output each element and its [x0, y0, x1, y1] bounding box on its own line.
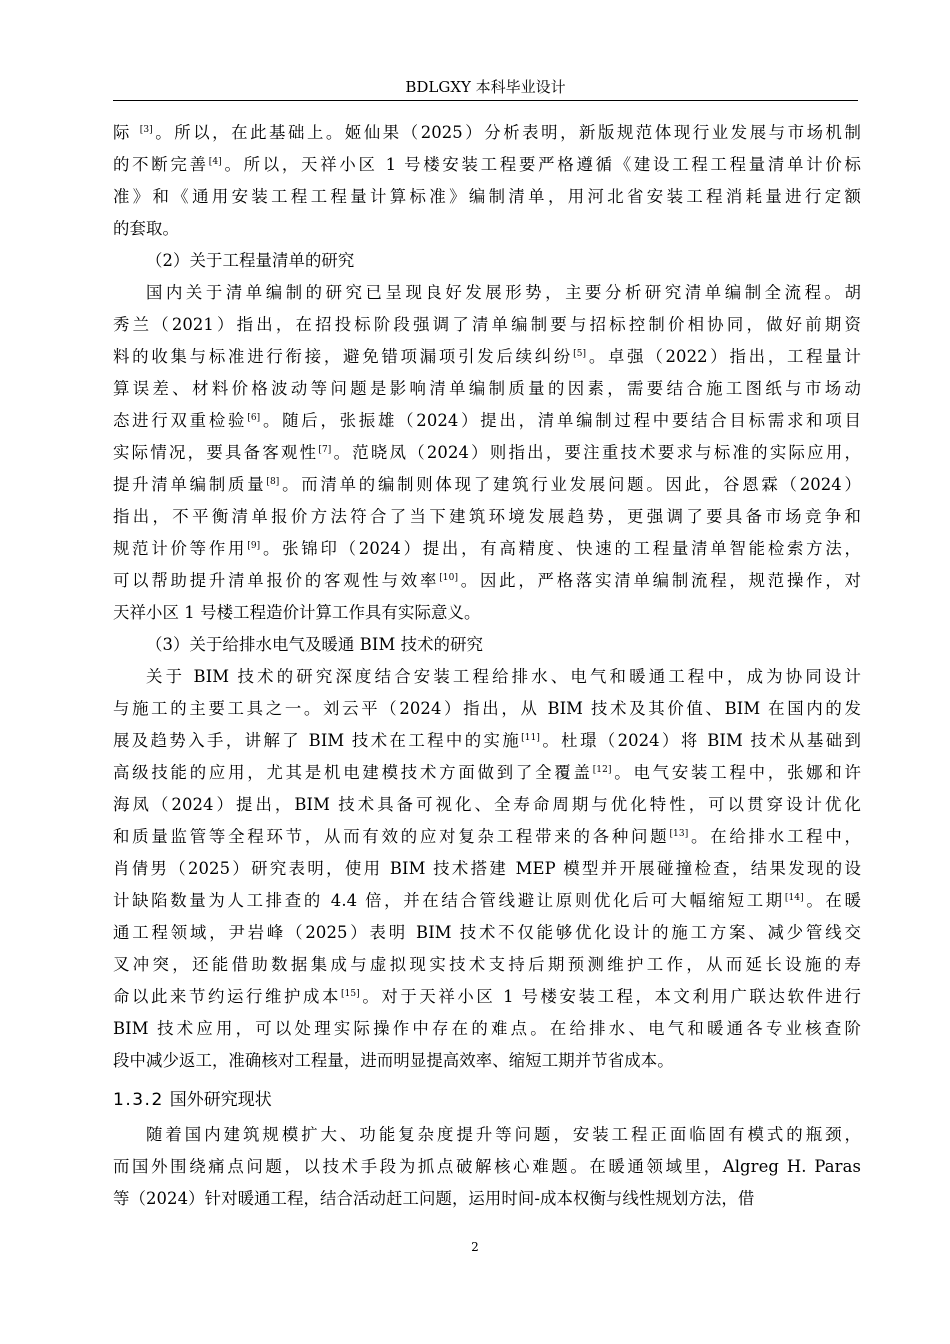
citation-marker: [14]	[784, 893, 804, 903]
text-line	[113, 853, 861, 885]
text-run: 。对于天祥小区 1 号楼安装工程，本文利用广联达软件进行	[359, 987, 861, 1006]
paragraph-bim-technology	[113, 661, 861, 1077]
text-run: 态进行双重检验	[113, 411, 248, 430]
text-run: 的套取。	[113, 219, 179, 238]
section-heading	[113, 1083, 861, 1117]
text-line	[113, 949, 861, 981]
text-run: 关于 BIM 技术的研究深度结合安装工程给排水、电气和暖通工程中，成为协同设计	[146, 667, 861, 686]
text-run: 。而清单的编制则体现了建筑行业发展问题。因此，谷恩霖（2024）	[279, 475, 861, 494]
text-run: 。电气安装工程中，张娜和许	[611, 763, 861, 782]
text-line	[113, 693, 861, 725]
text-run: 实际情况，要具备客观性	[113, 443, 319, 462]
running-header: BDLGXY 本科毕业设计	[405, 78, 566, 96]
text-run: 随着国内建筑规模扩大、功能复杂度提升等问题，安装工程正面临固有模式的瓶颈，	[146, 1125, 861, 1144]
citation-marker: [8]	[266, 477, 280, 487]
text-line	[113, 1151, 861, 1183]
text-line	[113, 469, 861, 501]
text-line	[113, 117, 861, 149]
text-run: 指出，不平衡清单报价方法符合了当下建筑环境发展趋势，更强调了要具备市场竞争和	[113, 507, 861, 526]
paragraph-bill-of-quantities	[113, 277, 861, 629]
citation-marker: [4]	[208, 157, 222, 167]
text-run: 提升清单编制质量	[113, 475, 267, 494]
text-run: 与施工的主要工具之一。刘云平（2024）指出，从 BIM 技术及其价值、BIM 在国内的发	[113, 699, 861, 718]
text-run: 段中减少返工，准确核对工程量，进而明显提高效率、缩短工期并节省成本。	[113, 1051, 674, 1070]
citation-marker: [9]	[247, 541, 261, 551]
text-line	[113, 181, 861, 213]
text-line	[113, 437, 861, 469]
text-line	[113, 725, 861, 757]
text-run: BIM 技术应用，可以处理实际操作中存在的难点。在给排水、电气和暖通各专业核查阶	[113, 1019, 861, 1038]
text-run: 和质量监管等全程环节，从而有效的应对复杂工程带来的各种问题	[113, 827, 670, 846]
text-run: 际	[113, 123, 140, 142]
text-run: 算误差、材料价格波动等问题是影响清单编制质量的因素，需要结合施工图纸与市场动	[113, 379, 861, 398]
text-line	[113, 1045, 861, 1077]
text-line	[113, 885, 861, 917]
text-run: 。在给排水工程中，	[688, 827, 861, 846]
text-run: 肖倩男（2025）研究表明，使用 BIM 技术搭建 MEP 模型并开展碰撞检查，结果发现的设	[113, 859, 861, 878]
text-line	[113, 981, 861, 1013]
citation-marker: [3]	[139, 125, 153, 135]
citation-marker: [5]	[573, 349, 587, 359]
text-line	[113, 1183, 861, 1215]
text-line	[113, 341, 861, 373]
text-line	[113, 405, 861, 437]
text-run: 秀兰（2021）指出，在招投标阶段强调了清单编制要与招标控制价相协同，做好前期资	[113, 315, 861, 334]
text-run: 海凤（2024）提出，BIM 技术具备可视化、全寿命周期与优化特性，可以贯穿设计优化	[113, 795, 861, 814]
text-run: 高级技能的应用，尤其是机电建模技术方面做到了全覆盖	[113, 763, 593, 782]
text-run: 。所以，在此基础上。姬仙果（2025）分析表明，新版规范体现行业发展与市场机制	[152, 123, 861, 142]
text-line	[113, 661, 861, 693]
paragraph-legal-basis	[113, 117, 861, 245]
text-line	[113, 1013, 861, 1045]
section-title: 国外研究现状	[169, 1090, 272, 1110]
text-run: 。范晓凤（2024）则指出，要注重技术要求与标准的实际应用，	[331, 443, 861, 462]
text-run: 计缺陷数量为人工排查的 4.4 倍，并在结合管线避让原则优化后可大幅缩短工期	[113, 891, 785, 910]
section-number: 1.3.2	[113, 1090, 164, 1110]
text-run: 通工程领域，尹岩峰（2025）表明 BIM 技术不仅能够优化设计的施工方案、减少管线交	[113, 923, 861, 942]
text-run: 的不断完善	[113, 155, 209, 174]
text-run: 。杜璟（2024）将 BIM 技术从基础到	[540, 731, 861, 750]
text-line	[113, 277, 861, 309]
text-run: 。卓强（2022）指出，工程量计	[586, 347, 861, 366]
text-line	[113, 597, 861, 629]
text-line	[113, 373, 861, 405]
text-run: 准》和《通用安装工程工程量计算标准》编制清单，用河北省安装工程消耗量进行定额	[113, 187, 861, 206]
text-line	[113, 821, 861, 853]
header-rule	[113, 100, 858, 101]
citation-marker: [11]	[521, 733, 541, 743]
citation-marker: [13]	[669, 829, 689, 839]
page-number: 2	[471, 1240, 479, 1254]
text-run: 。随后，张振雄（2024）提出，清单编制过程中要结合目标需求和项目	[260, 411, 861, 430]
text-line	[113, 1119, 861, 1151]
text-line	[113, 309, 861, 341]
text-run: 天祥小区 1 号楼工程造价计算工作具有实际意义。	[113, 603, 481, 622]
citation-marker: [10]	[439, 573, 459, 583]
text-line	[113, 533, 861, 565]
text-run: 。张锦印（2024）提出，有高精度、快速的工程量清单智能检索方法，	[260, 539, 861, 558]
text-line	[113, 757, 861, 789]
text-run: 叉冲突，还能借助数据集成与虚拟现实技术支持后期预测维护工作，从而延长设施的寿	[113, 955, 861, 974]
body-text	[113, 117, 861, 1215]
text-line	[113, 789, 861, 821]
citation-marker: [15]	[340, 989, 360, 999]
text-line	[113, 917, 861, 949]
text-run: 规范计价等作用	[113, 539, 248, 558]
citation-marker: [12]	[592, 765, 612, 775]
text-line	[113, 501, 861, 533]
text-line	[113, 565, 861, 597]
text-run: 而国外围绕痛点问题，以技术手段为抓点破解核心难题。在暖通领域里，Algreg H. Paras	[113, 1157, 861, 1176]
subheading-bill-of-quantities: （2）关于工程量清单的研究	[146, 251, 355, 270]
text-run: 展及趋势入手，讲解了 BIM 技术在工程中的实施	[113, 731, 522, 750]
text-run: 。所以，天祥小区 1 号楼安装工程要严格遵循《建设工程工程量清单计价标	[221, 155, 861, 174]
text-line	[113, 149, 861, 181]
citation-marker: [6]	[247, 413, 261, 423]
text-line	[113, 213, 861, 245]
text-run: 命以此来节约运行维护成本	[113, 987, 341, 1006]
text-run: 。因此，严格落实清单编制流程，规范操作，对	[458, 571, 861, 590]
paragraph-foreign-research	[113, 1119, 861, 1215]
text-run: 可以帮助提升清单报价的客观性与效率	[113, 571, 440, 590]
citation-marker: [7]	[318, 445, 332, 455]
text-run: 。在暖	[803, 891, 861, 910]
text-run: 料的收集与标准进行衔接，避免错项漏项引发后续纠纷	[113, 347, 574, 366]
subheading-bim-technology: （3）关于给排水电气及暖通 BIM 技术的研究	[146, 635, 484, 654]
text-run: 国内关于清单编制的研究已呈现良好发展形势，主要分析研究清单编制全流程。胡	[146, 283, 861, 302]
text-run: 等（2024）针对暖通工程，结合活动赶工问题，运用时间-成本权衡与线性规划方法，借	[113, 1189, 755, 1208]
